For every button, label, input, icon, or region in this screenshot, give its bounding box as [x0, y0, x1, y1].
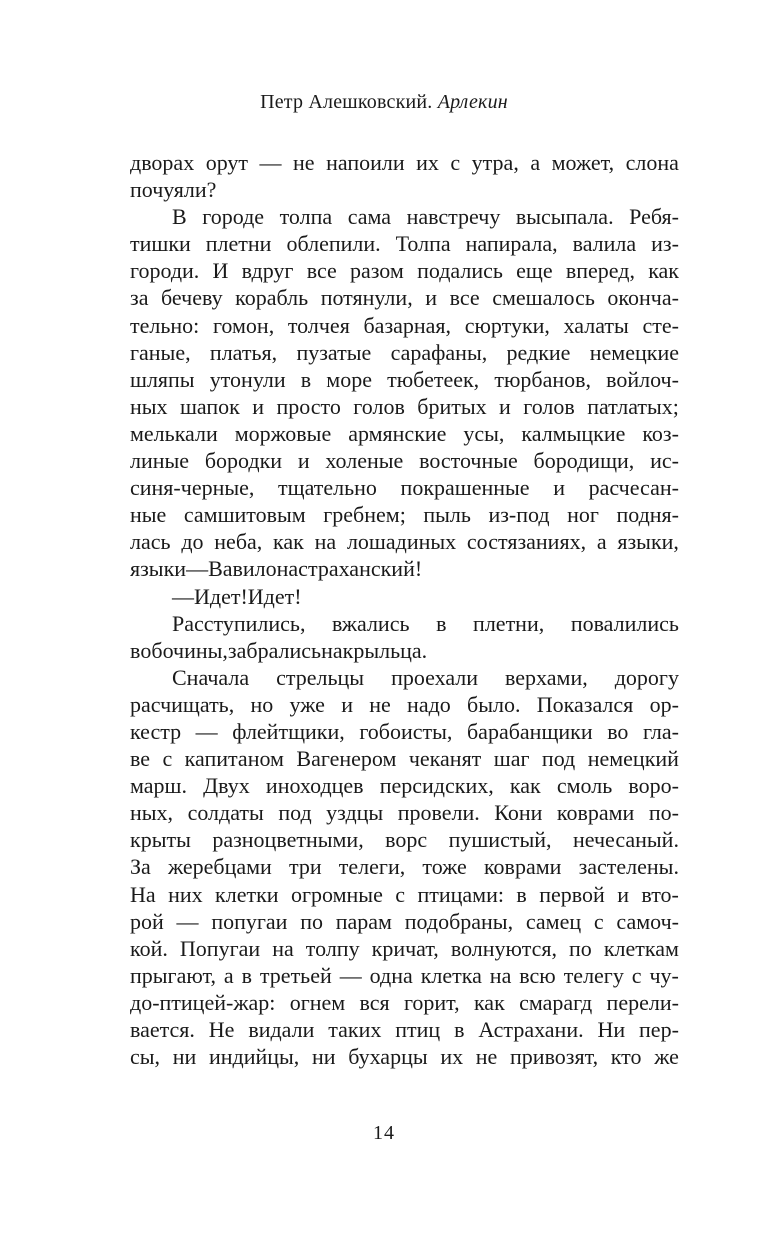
text-line: рой — попугаи по парам подобраны, самец с самоч-	[130, 908, 679, 934]
text-line: крыты разноцветными, ворс пушистый, нечесаный.	[130, 827, 679, 853]
text-line: в обочины, забрались на крыльца.	[130, 637, 428, 663]
text-line: до-птицей-жар: огнем вся горит, как смарагд перели-	[130, 989, 679, 1015]
book-title: Арлекин	[437, 91, 508, 113]
text-line: лась до неба, как на лошадиных состязаниях, а языки,	[130, 529, 679, 555]
text-line: В городе толпа сама навстречу высыпала. Ребя-	[172, 204, 679, 230]
text-line: вается. Не видали таких птиц в Астрахани. Ни пер-	[130, 1017, 679, 1042]
text-line: языки — Вавилон астраханский!	[130, 556, 423, 582]
text-line: кестр — флейтщики, гобоисты, барабанщики во гла-	[130, 718, 679, 744]
text-line: ганые, платья, пузатые сарафаны, редкие немецкие	[130, 339, 679, 365]
text-line: мелькали моржовые армянские усы, калмыцкие коз-	[130, 420, 679, 446]
text-line: сы, ни индийцы, ни бухарцы их не привозят, кто же	[130, 1044, 679, 1070]
body-text	[130, 149, 679, 1070]
text-line: На них клетки огромные с птицами: в первой и вто-	[130, 881, 679, 907]
text-line: За жеребцами три телеги, тоже коврами застелены.	[130, 854, 679, 880]
text-line: кой. Попугаи на толпу кричат, волнуются, по клеткам	[130, 935, 679, 961]
text-line: прыгают, а в третьей — одна клетка на всю телегу с чу-	[130, 962, 679, 988]
text-line: за бечеву корабль потянули, и все смешалось оконча-	[130, 285, 679, 311]
text-line: — Идет! Идет!	[172, 583, 302, 609]
text-line: линые бородки и холеные восточные бородищи, ис-	[130, 448, 679, 474]
text-line: синя-черные, тщательно покрашенные и расчесан-	[130, 475, 679, 501]
text-line: Расступились, вжались в плетни, повалились	[172, 610, 679, 636]
text-line: ных шапок и просто голов бритых и голов патлатых;	[130, 393, 679, 419]
running-head	[0, 90, 768, 114]
author-name: Петр Алешковский.	[260, 91, 433, 113]
text-line: марш. Двух иноходцев персидских, как смоль воро-	[130, 773, 679, 799]
page-number: 14	[373, 1122, 395, 1144]
text-line: ве с капитаном Вагенером чеканят шаг под немецкий	[130, 746, 679, 772]
text-line: ных, солдаты под уздцы провели. Кони коврами по-	[130, 800, 679, 826]
text-line: городи. И вдруг все разом подались еще вперед, как	[130, 258, 679, 284]
text-line: ные самшитовым гребнем; пыль из-под ног подня-	[130, 502, 679, 528]
text-line: шляпы утонули в море тюбетеек, тюрбанов, войлоч-	[130, 366, 679, 392]
text-line: расчищать, но уже и не надо было. Показался ор-	[130, 691, 679, 717]
text-line: тельно: гомон, толчея базарная, сюртуки, халаты сте-	[130, 312, 679, 338]
text-line: дворах орут — не напоили их с утра, а может, слона	[130, 150, 679, 175]
text-line: Сначала стрельцы проехали верхами, дорогу	[172, 664, 679, 690]
text-line: почуяли?	[130, 177, 217, 203]
text-line: тишки плетни облепили. Толпа напирала, валила из-	[130, 231, 679, 257]
